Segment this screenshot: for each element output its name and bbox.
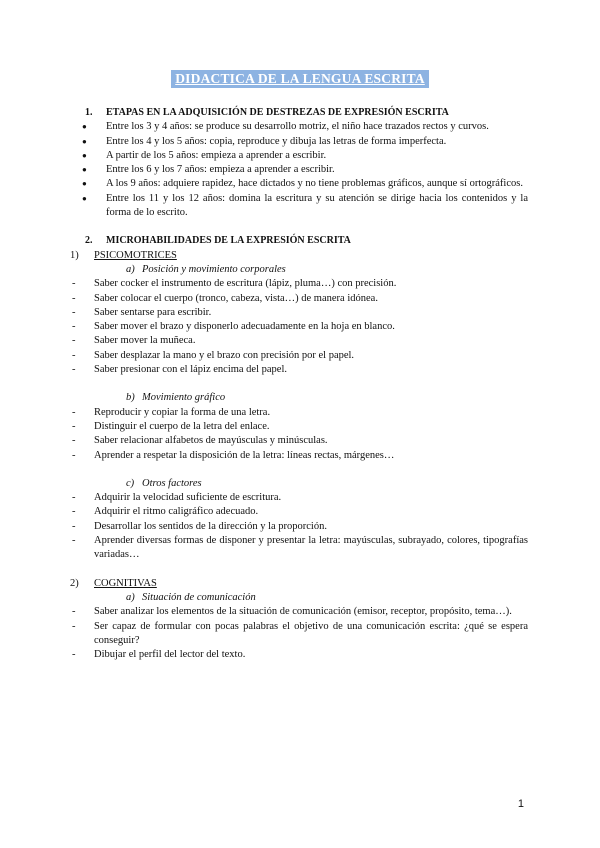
dash-list: [70, 491, 528, 562]
part-2-title: COGNITIVAS: [94, 577, 157, 589]
list-item: - Reproducir y copiar la forma de una letra.: [70, 406, 528, 420]
part-1-title: PSICOMOTRICES: [94, 249, 177, 261]
list-item: - Saber sentarse para escribir.: [70, 306, 528, 320]
dash-list: [70, 277, 528, 377]
part-1-number: 1): [70, 249, 79, 261]
list-item: - Aprender a respetar la disposición de la letra: líneas rectas, márgenes…: [70, 449, 528, 463]
list-item: - Saber analizar los elementos de la situación de comunicación (emisor, receptor, propósito, tema…).: [70, 605, 528, 619]
document-title: DIDACTICA DE LA LENGUA ESCRITA: [171, 70, 429, 88]
dash-list: [70, 406, 528, 463]
section-2-heading-text: MICROHABILIDADES DE LA EXPRESIÓN ESCRITA: [106, 235, 351, 247]
list-item: ● A partir de los 5 años: empieza a aprender a escribir.: [82, 149, 528, 163]
list-item: - Saber presionar con el lápiz encima del papel.: [70, 363, 528, 377]
title-container: [0, 70, 600, 88]
subsection-letter: c): [126, 477, 135, 489]
document-body: [70, 106, 528, 662]
part-2-heading: [70, 577, 528, 591]
subsection-letter: a): [126, 263, 135, 275]
list-item: - Saber mover la muñeca.: [70, 334, 528, 348]
section-1-heading-text: ETAPAS EN LA ADQUISICIÓN DE DESTREZAS DE EXPRESIÓN ESCRITA: [106, 107, 449, 118]
list-item: - Adquirir el ritmo caligráfico adecuado.: [70, 505, 528, 519]
subsection-title: Posición y movimiento corporales: [142, 263, 286, 275]
subsection-title: Otros factores: [142, 477, 202, 489]
page-number: 1: [517, 798, 524, 810]
section-2-heading: [85, 234, 528, 248]
list-item: - Saber relacionar alfabetos de mayúsculas y minúsculas.: [70, 434, 528, 448]
section-1-number: 1.: [85, 107, 93, 118]
list-item: ● Entre los 3 y 4 años: se produce su desarrollo motriz, el niño hace trazados rectos y curvos.: [82, 120, 528, 134]
list-item: ● A los 9 años: adquiere rapidez, hace dictados y no tiene problemas gráficos, aunque sí ortográficos.: [82, 177, 528, 191]
subsection-letter: a): [126, 591, 135, 603]
subsection-title: Situación de comunicación: [142, 591, 256, 603]
list-item: - Dibujar el perfil del lector del texto.: [70, 648, 528, 662]
subsection-heading: [88, 591, 528, 605]
section-1-heading: [85, 106, 528, 120]
subsection-title: Movimiento gráfico: [142, 392, 226, 404]
subsection-heading: [88, 477, 528, 491]
stages-list: [88, 120, 528, 220]
list-item: - Distinguir el cuerpo de la letra del enlace.: [70, 420, 528, 434]
dash-list: [70, 605, 528, 662]
list-item: - Aprender diversas formas de disponer y presentar la letra: mayúsculas, subrayado, colores, tipografías variadas…: [70, 534, 528, 563]
part-2-number: 2): [70, 577, 79, 589]
list-item: - Saber desplazar la mano y el brazo con precisión por el papel.: [70, 349, 528, 363]
subsection-heading: [88, 391, 528, 405]
list-item: ● Entre los 11 y los 12 años: domina la escritura y su atención se dirige hacia los contenidos y la forma de lo escrito.: [82, 192, 528, 221]
section-2-number: 2.: [85, 235, 93, 247]
subsection-heading: [88, 263, 528, 277]
list-item: - Saber cocker el instrumento de escritura (lápiz, pluma…) con precisión.: [70, 277, 528, 291]
list-item: - Saber colocar el cuerpo (tronco, cabeza, vista…) de manera idónea.: [70, 292, 528, 306]
list-item: ● Entre los 6 y los 7 años: empieza a aprender a escribir.: [82, 163, 528, 177]
list-item: - Ser capaz de formular con pocas palabras el objetivo de una comunicación escrita: ¿qué se espera conseguir?: [70, 620, 528, 649]
list-item: - Desarrollar los sentidos de la dirección y la proporción.: [70, 520, 528, 534]
list-item: - Saber mover el brazo y disponerlo adecuadamente en la hoja en blanco.: [70, 320, 528, 334]
list-item: - Adquirir la velocidad suficiente de escritura.: [70, 491, 528, 505]
subsection-letter: b): [126, 392, 135, 404]
list-item: ● Entre los 4 y los 5 años: copia, reproduce y dibuja las letras de forma imperfecta.: [82, 135, 528, 149]
part-1-heading: [70, 249, 528, 263]
